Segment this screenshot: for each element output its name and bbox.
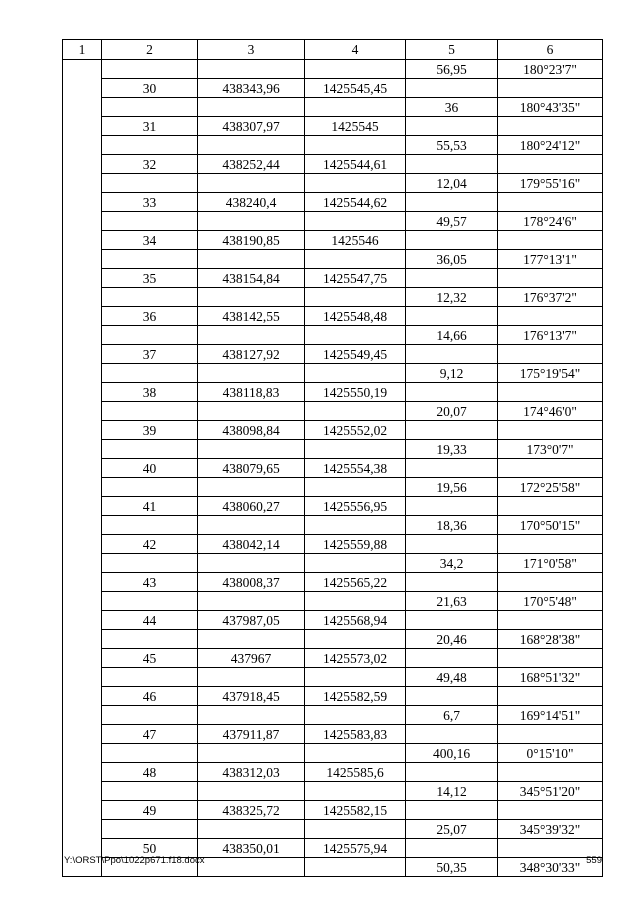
x-coordinate-cell: 438325,72 (198, 801, 305, 820)
y-coordinate-cell (305, 174, 406, 193)
angle-cell (498, 193, 603, 212)
column-header: 5 (406, 40, 498, 60)
x-coordinate-cell (198, 402, 305, 421)
point-number-cell: 40 (102, 459, 198, 478)
x-coordinate-cell (198, 250, 305, 269)
segment-row (63, 364, 603, 383)
angle-cell (498, 345, 603, 364)
x-coordinate-cell (198, 60, 305, 79)
point-number-cell (102, 98, 198, 117)
footer-file-path: Y:\ORST\Ppo\1022p671.f18.docx (64, 855, 205, 866)
segment-row (63, 782, 603, 801)
angle-cell (498, 801, 603, 820)
point-row (63, 649, 603, 668)
y-coordinate-cell (305, 820, 406, 839)
length-cell (406, 421, 498, 440)
length-cell: 14,66 (406, 326, 498, 345)
angle-cell: 348°30'33" (498, 858, 603, 877)
x-coordinate-cell (198, 592, 305, 611)
length-cell (406, 117, 498, 136)
y-coordinate-cell (305, 668, 406, 687)
x-coordinate-cell (198, 98, 305, 117)
point-number-cell (102, 136, 198, 155)
point-row (63, 611, 603, 630)
point-number-cell (102, 820, 198, 839)
y-coordinate-cell: 1425559,88 (305, 535, 406, 554)
length-cell (406, 307, 498, 326)
point-number-cell (102, 288, 198, 307)
length-cell: 20,07 (406, 402, 498, 421)
y-coordinate-cell: 1425547,75 (305, 269, 406, 288)
y-coordinate-cell: 1425544,62 (305, 193, 406, 212)
angle-cell (498, 573, 603, 592)
angle-cell (498, 649, 603, 668)
x-coordinate-cell: 438190,85 (198, 231, 305, 250)
x-coordinate-cell: 438252,44 (198, 155, 305, 174)
point-number-cell: 32 (102, 155, 198, 174)
x-coordinate-cell: 438312,03 (198, 763, 305, 782)
footer-page-number: 559 (586, 855, 602, 866)
point-number-cell: 43 (102, 573, 198, 592)
angle-cell: 170°5'48" (498, 592, 603, 611)
point-number-cell (102, 250, 198, 269)
column-header: 6 (498, 40, 603, 60)
length-cell (406, 459, 498, 478)
y-coordinate-cell: 1425582,15 (305, 801, 406, 820)
length-cell: 20,46 (406, 630, 498, 649)
length-cell: 25,07 (406, 820, 498, 839)
angle-cell: 171°0'58" (498, 554, 603, 573)
y-coordinate-cell: 1425548,48 (305, 307, 406, 326)
segment-row (63, 630, 603, 649)
segment-row (63, 326, 603, 345)
y-coordinate-cell (305, 744, 406, 763)
segment-row (63, 212, 603, 231)
x-coordinate-cell: 438079,65 (198, 459, 305, 478)
angle-cell (498, 383, 603, 402)
length-cell: 56,95 (406, 60, 498, 79)
segment-row (63, 478, 603, 497)
y-coordinate-cell (305, 326, 406, 345)
segment-row (63, 98, 603, 117)
y-coordinate-cell (305, 60, 406, 79)
angle-cell (498, 117, 603, 136)
point-number-cell: 34 (102, 231, 198, 250)
length-cell (406, 763, 498, 782)
length-cell: 36 (406, 98, 498, 117)
angle-cell (498, 269, 603, 288)
point-row (63, 345, 603, 364)
point-number-cell: 39 (102, 421, 198, 440)
length-cell (406, 573, 498, 592)
y-coordinate-cell: 1425556,95 (305, 497, 406, 516)
point-number-cell (102, 364, 198, 383)
length-cell: 49,48 (406, 668, 498, 687)
x-coordinate-cell (198, 326, 305, 345)
point-row (63, 79, 603, 98)
angle-cell: 180°43'35" (498, 98, 603, 117)
y-coordinate-cell (305, 782, 406, 801)
y-coordinate-cell (305, 250, 406, 269)
angle-cell (498, 725, 603, 744)
length-cell: 14,12 (406, 782, 498, 801)
segment-row (63, 250, 603, 269)
point-number-cell: 31 (102, 117, 198, 136)
point-row (63, 155, 603, 174)
point-row (63, 763, 603, 782)
angle-cell (498, 307, 603, 326)
y-coordinate-cell: 1425583,83 (305, 725, 406, 744)
point-row (63, 117, 603, 136)
x-coordinate-cell: 438343,96 (198, 79, 305, 98)
angle-cell: 176°37'2" (498, 288, 603, 307)
point-number-cell (102, 554, 198, 573)
point-number-cell: 35 (102, 269, 198, 288)
y-coordinate-cell (305, 478, 406, 497)
point-row (63, 573, 603, 592)
x-coordinate-cell (198, 706, 305, 725)
point-number-cell: 38 (102, 383, 198, 402)
segment-row (63, 668, 603, 687)
y-coordinate-cell: 1425552,02 (305, 421, 406, 440)
y-coordinate-cell: 1425585,6 (305, 763, 406, 782)
angle-cell (498, 231, 603, 250)
length-cell (406, 801, 498, 820)
x-coordinate-cell: 437918,45 (198, 687, 305, 706)
angle-cell: 172°25'58" (498, 478, 603, 497)
point-row (63, 193, 603, 212)
angle-cell: 168°51'32" (498, 668, 603, 687)
column-header: 2 (102, 40, 198, 60)
y-coordinate-cell (305, 98, 406, 117)
x-coordinate-cell: 438127,92 (198, 345, 305, 364)
segment-row (63, 60, 603, 79)
point-number-cell (102, 326, 198, 345)
angle-cell (498, 155, 603, 174)
y-coordinate-cell (305, 516, 406, 535)
length-cell (406, 79, 498, 98)
y-coordinate-cell (305, 136, 406, 155)
length-cell: 6,7 (406, 706, 498, 725)
point-row (63, 497, 603, 516)
x-coordinate-cell (198, 858, 305, 877)
point-number-cell: 49 (102, 801, 198, 820)
angle-cell (498, 459, 603, 478)
x-coordinate-cell: 437911,87 (198, 725, 305, 744)
segment-row (63, 744, 603, 763)
x-coordinate-cell (198, 364, 305, 383)
angle-cell: 180°24'12" (498, 136, 603, 155)
length-cell (406, 231, 498, 250)
y-coordinate-cell: 1425568,94 (305, 611, 406, 630)
point-row (63, 725, 603, 744)
angle-cell (498, 687, 603, 706)
x-coordinate-cell: 438118,83 (198, 383, 305, 402)
point-number-cell (102, 440, 198, 459)
point-row (63, 459, 603, 478)
length-cell: 50,35 (406, 858, 498, 877)
x-coordinate-cell: 437987,05 (198, 611, 305, 630)
y-coordinate-cell (305, 858, 406, 877)
x-coordinate-cell: 437967 (198, 649, 305, 668)
point-number-cell: 41 (102, 497, 198, 516)
table-body (63, 60, 603, 877)
y-coordinate-cell (305, 402, 406, 421)
length-cell: 18,36 (406, 516, 498, 535)
segment-row (63, 174, 603, 193)
x-coordinate-cell: 438008,37 (198, 573, 305, 592)
y-coordinate-cell (305, 592, 406, 611)
length-cell (406, 269, 498, 288)
x-coordinate-cell: 438154,84 (198, 269, 305, 288)
point-number-cell (102, 782, 198, 801)
x-coordinate-cell (198, 782, 305, 801)
segment-row (63, 820, 603, 839)
x-coordinate-cell (198, 744, 305, 763)
length-cell (406, 535, 498, 554)
angle-cell: 0°15'10" (498, 744, 603, 763)
y-coordinate-cell: 1425545,45 (305, 79, 406, 98)
x-coordinate-cell (198, 174, 305, 193)
angle-cell (498, 611, 603, 630)
angle-cell (498, 763, 603, 782)
length-cell (406, 725, 498, 744)
length-cell (406, 193, 498, 212)
table-header-row (63, 40, 603, 60)
segment-row (63, 592, 603, 611)
point-row (63, 269, 603, 288)
length-cell: 9,12 (406, 364, 498, 383)
angle-cell: 178°24'6" (498, 212, 603, 231)
point-row (63, 687, 603, 706)
segment-row (63, 136, 603, 155)
length-cell: 19,33 (406, 440, 498, 459)
y-coordinate-cell: 1425546 (305, 231, 406, 250)
length-cell: 36,05 (406, 250, 498, 269)
x-coordinate-cell (198, 630, 305, 649)
angle-cell: 175°19'54" (498, 364, 603, 383)
segment-row (63, 554, 603, 573)
segment-row (63, 440, 603, 459)
point-row (63, 421, 603, 440)
y-coordinate-cell: 1425544,61 (305, 155, 406, 174)
angle-cell (498, 497, 603, 516)
length-cell (406, 649, 498, 668)
x-coordinate-cell: 438060,27 (198, 497, 305, 516)
length-cell (406, 155, 498, 174)
point-number-cell (102, 516, 198, 535)
column-1-merged-cell (63, 60, 102, 877)
point-number-cell: 37 (102, 345, 198, 364)
y-coordinate-cell: 1425565,22 (305, 573, 406, 592)
length-cell (406, 839, 498, 858)
column-header: 1 (63, 40, 102, 60)
x-coordinate-cell (198, 288, 305, 307)
y-coordinate-cell (305, 440, 406, 459)
x-coordinate-cell (198, 554, 305, 573)
point-number-cell: 44 (102, 611, 198, 630)
y-coordinate-cell (305, 212, 406, 231)
length-cell: 49,57 (406, 212, 498, 231)
segment-row (63, 288, 603, 307)
angle-cell: 173°0'7" (498, 440, 603, 459)
point-number-cell (102, 174, 198, 193)
x-coordinate-cell: 438350,01 (198, 839, 305, 858)
x-coordinate-cell: 438042,14 (198, 535, 305, 554)
point-number-cell: 48 (102, 763, 198, 782)
point-number-cell: 36 (102, 307, 198, 326)
angle-cell: 176°13'7" (498, 326, 603, 345)
point-number-cell (102, 212, 198, 231)
length-cell: 19,56 (406, 478, 498, 497)
angle-cell: 345°51'20" (498, 782, 603, 801)
point-number-cell: 47 (102, 725, 198, 744)
point-number-cell (102, 744, 198, 763)
y-coordinate-cell: 1425545 (305, 117, 406, 136)
point-number-cell (102, 402, 198, 421)
length-cell (406, 345, 498, 364)
segment-row (63, 516, 603, 535)
point-number-cell (102, 60, 198, 79)
segment-row (63, 706, 603, 725)
point-number-cell (102, 706, 198, 725)
y-coordinate-cell (305, 554, 406, 573)
x-coordinate-cell (198, 440, 305, 459)
x-coordinate-cell: 438098,84 (198, 421, 305, 440)
angle-cell: 180°23'7" (498, 60, 603, 79)
point-number-cell (102, 592, 198, 611)
x-coordinate-cell (198, 820, 305, 839)
point-number-cell: 45 (102, 649, 198, 668)
length-cell: 12,04 (406, 174, 498, 193)
angle-cell: 345°39'32" (498, 820, 603, 839)
x-coordinate-cell: 438240,4 (198, 193, 305, 212)
length-cell (406, 687, 498, 706)
x-coordinate-cell: 438307,97 (198, 117, 305, 136)
angle-cell: 179°55'16" (498, 174, 603, 193)
point-number-cell: 33 (102, 193, 198, 212)
y-coordinate-cell: 1425549,45 (305, 345, 406, 364)
y-coordinate-cell: 1425575,94 (305, 839, 406, 858)
length-cell: 21,63 (406, 592, 498, 611)
point-number-cell (102, 630, 198, 649)
length-cell (406, 611, 498, 630)
point-row (63, 801, 603, 820)
length-cell (406, 383, 498, 402)
x-coordinate-cell (198, 478, 305, 497)
angle-cell: 170°50'15" (498, 516, 603, 535)
length-cell: 12,32 (406, 288, 498, 307)
column-header: 4 (305, 40, 406, 60)
length-cell: 55,53 (406, 136, 498, 155)
x-coordinate-cell (198, 516, 305, 535)
x-coordinate-cell (198, 212, 305, 231)
point-row (63, 231, 603, 250)
point-row (63, 535, 603, 554)
point-row (63, 307, 603, 326)
x-coordinate-cell (198, 668, 305, 687)
y-coordinate-cell (305, 706, 406, 725)
point-number-cell: 46 (102, 687, 198, 706)
angle-cell: 177°13'1" (498, 250, 603, 269)
y-coordinate-cell: 1425550,19 (305, 383, 406, 402)
angle-cell (498, 421, 603, 440)
segment-row (63, 402, 603, 421)
y-coordinate-cell: 1425582,59 (305, 687, 406, 706)
point-row (63, 383, 603, 402)
angle-cell (498, 79, 603, 98)
column-header: 3 (198, 40, 305, 60)
y-coordinate-cell: 1425554,38 (305, 459, 406, 478)
point-number-cell: 50 (102, 839, 198, 858)
point-number-cell: 42 (102, 535, 198, 554)
length-cell: 34,2 (406, 554, 498, 573)
point-number-cell: 30 (102, 79, 198, 98)
angle-cell: 169°14'51" (498, 706, 603, 725)
y-coordinate-cell: 1425573,02 (305, 649, 406, 668)
y-coordinate-cell (305, 288, 406, 307)
angle-cell: 168°28'38" (498, 630, 603, 649)
x-coordinate-cell: 438142,55 (198, 307, 305, 326)
point-number-cell (102, 478, 198, 497)
y-coordinate-cell (305, 630, 406, 649)
angle-cell (498, 535, 603, 554)
coordinates-table (62, 39, 603, 877)
length-cell (406, 497, 498, 516)
point-number-cell (102, 668, 198, 687)
x-coordinate-cell (198, 136, 305, 155)
angle-cell: 174°46'0" (498, 402, 603, 421)
y-coordinate-cell (305, 364, 406, 383)
length-cell: 400,16 (406, 744, 498, 763)
